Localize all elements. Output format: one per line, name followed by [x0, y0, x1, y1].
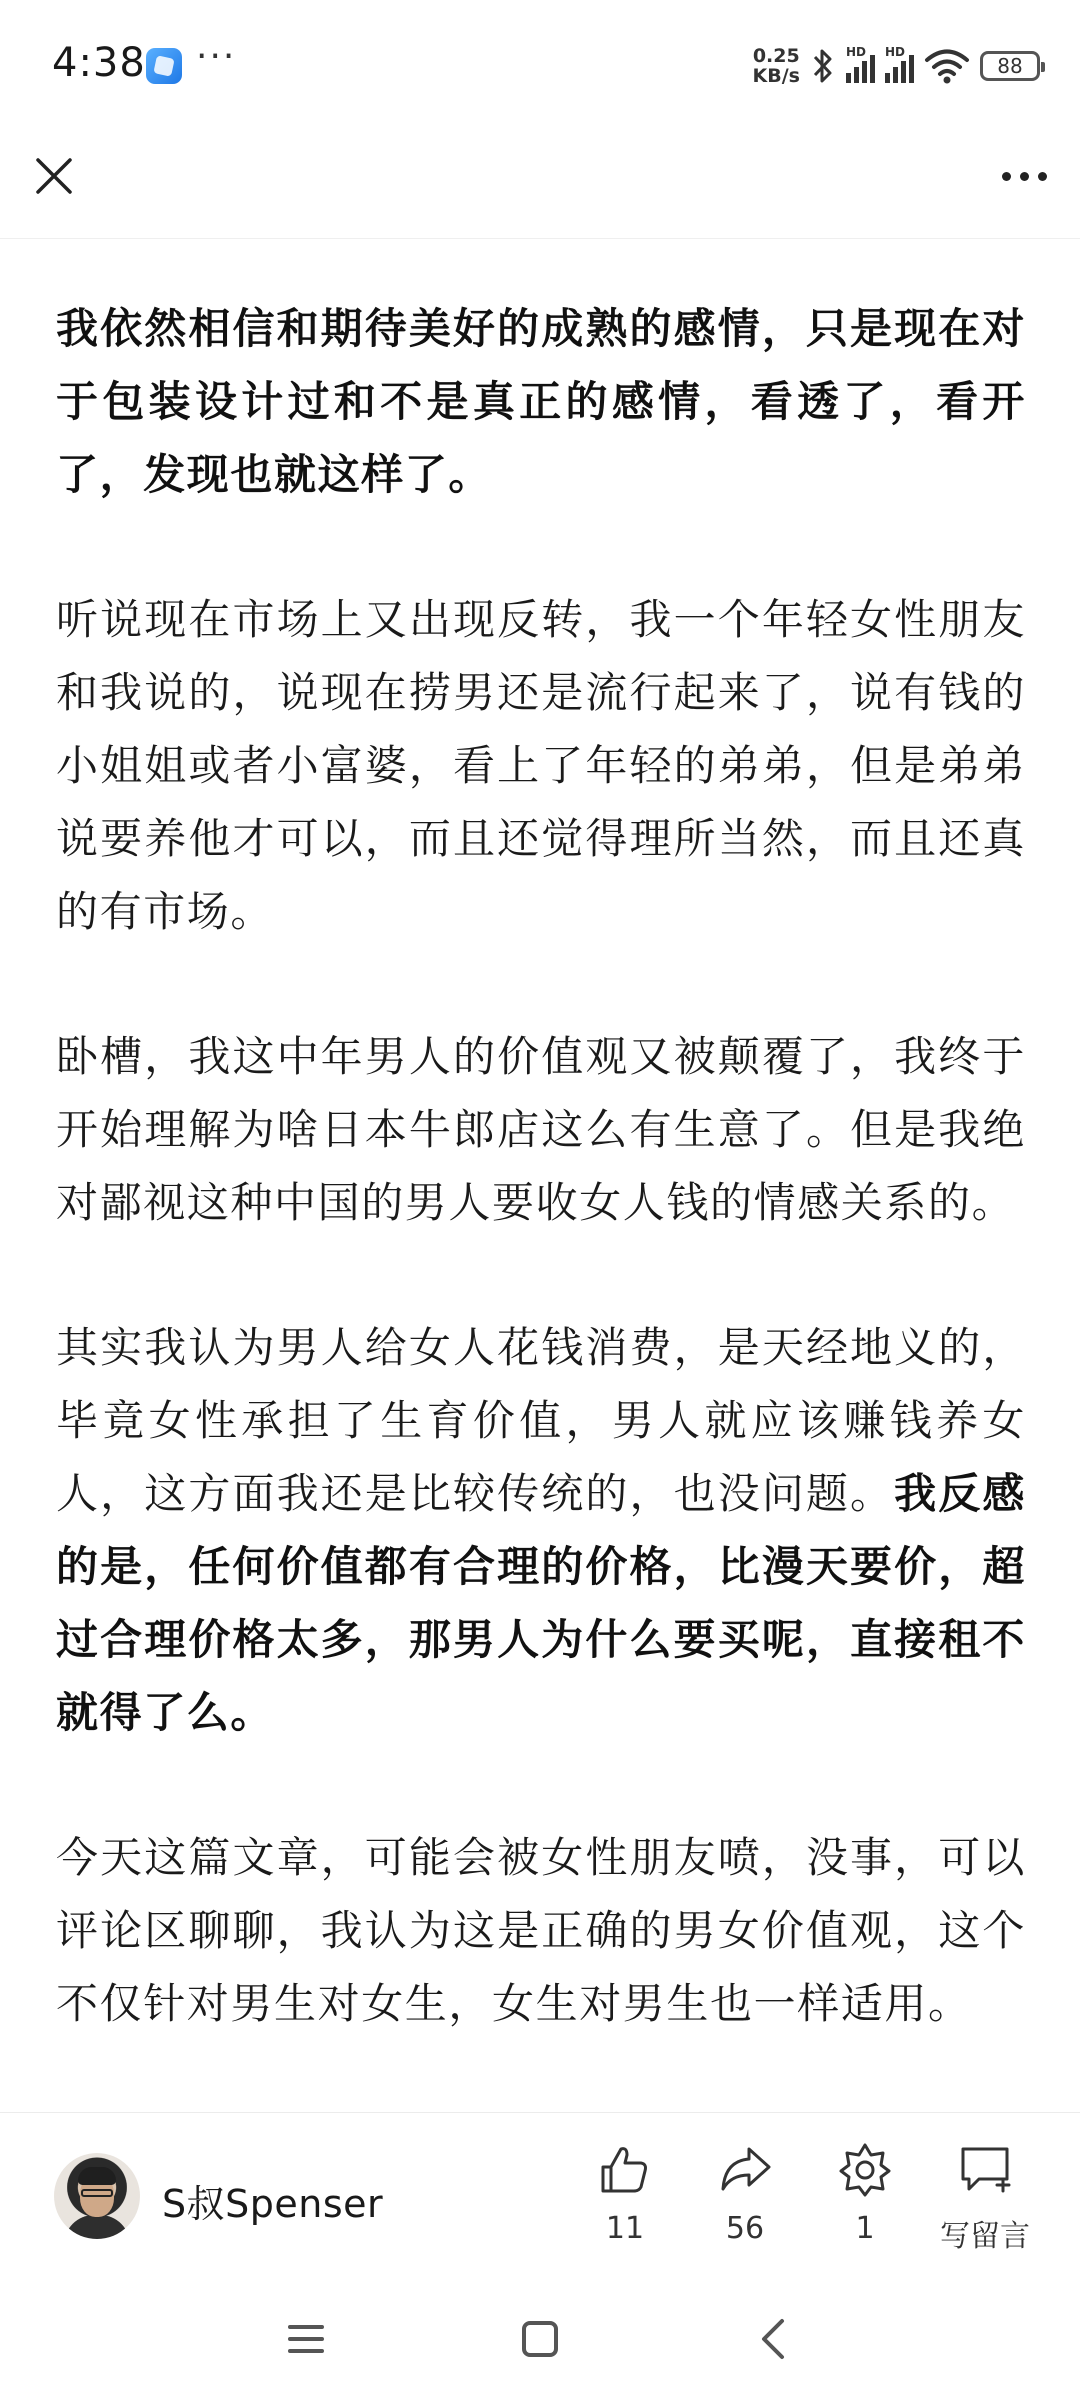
hd-label-1: HD: [846, 45, 867, 59]
article-paragraph-5: 今天这篇文章，可能会被女性朋友喷，没事，可以评论区聊聊，我认为这是正确的男女价值观，这个不仅针对男生对女生，女生对男生也一样适用。: [56, 1833, 1026, 2028]
cellular-signal-1-icon: [846, 45, 875, 83]
author-avatar[interactable]: [54, 2153, 140, 2239]
action-buttons: [565, 2141, 1045, 2255]
more-dot: [1038, 172, 1047, 181]
close-icon[interactable]: [26, 148, 82, 204]
nav-divider: [0, 238, 1080, 239]
wow-flower-icon: [837, 2141, 893, 2197]
share-count: 56: [725, 2211, 765, 2246]
author-name[interactable]: S叔Spenser: [162, 2182, 384, 2226]
like-button[interactable]: [565, 2141, 685, 2255]
write-comment-button[interactable]: [925, 2141, 1045, 2255]
hd-label-2: HD: [885, 45, 906, 59]
network-speed: [753, 46, 800, 86]
bluetooth-icon: [810, 47, 836, 85]
write-comment-label: 写留言: [940, 2219, 1030, 2254]
more-dot: [1002, 172, 1011, 181]
status-more-indicator: ···: [196, 36, 237, 77]
top-navigation: [0, 130, 1080, 240]
article-paragraph-3: 卧槽，我这中年男人的价值观又被颠覆了，我终于开始理解为啥日本牛郎店这么有生意了。但是我绝对鄙视这种中国的男人要收女人钱的情感关系的。: [56, 1032, 1026, 1227]
cellular-signal-2-icon: [885, 45, 914, 83]
back-chevron-icon[interactable]: [744, 2309, 804, 2369]
more-dot: [1020, 172, 1029, 181]
status-bar: [0, 0, 1080, 130]
thumbs-up-icon: [597, 2141, 653, 2197]
system-navigation-bar: [0, 2277, 1080, 2400]
article-paragraph-1: 我依然相信和期待美好的成熟的感情，只是现在对于包装设计过和不是真正的感情，看透了，看开了，发现也就这样了。: [56, 304, 1026, 499]
comment-add-icon: [957, 2141, 1013, 2197]
home-square-icon[interactable]: [510, 2309, 570, 2369]
menu-icon[interactable]: [276, 2309, 336, 2369]
wow-count: 1: [855, 2211, 875, 2246]
wow-button[interactable]: [805, 2141, 925, 2255]
share-button[interactable]: [685, 2141, 805, 2255]
network-speed-unit: KB/s: [752, 65, 800, 87]
like-count: 11: [605, 2211, 645, 2246]
article-paragraph-4-normal: 其实我认为男人给女人花钱消费，是天经地义的，毕竟女性承担了生育价值，男人就应该赚钱养女人，这方面我还是比较传统的，也没问题。: [56, 1323, 1026, 1518]
share-arrow-icon: [717, 2141, 773, 2197]
battery-indicator: 88: [980, 51, 1040, 81]
network-speed-value: 0.25: [752, 45, 800, 67]
app-notification-icon: [146, 48, 182, 84]
bottom-action-bar: [0, 2112, 1080, 2277]
article-paragraph-2: 听说现在市场上又出现反转，我一个年轻女性朋友和我说的，说现在捞男还是流行起来了，说有钱的小姐姐或者小富婆，看上了年轻的弟弟，但是弟弟说要养他才可以，而且还觉得理所当然，而且还真的有市场。: [56, 595, 1026, 936]
wifi-icon: [924, 47, 970, 85]
status-indicators: [753, 44, 1040, 88]
article-paragraph-4-bold: 我反感的是，任何价值都有合理的价格，比漫天要价，超过合理价格太多，那男人为什么要买呢，直接租不就得了么。: [56, 1469, 1026, 1737]
article-body: [56, 292, 1026, 2112]
status-time: 4:38: [52, 40, 146, 86]
more-options-button[interactable]: [988, 148, 1060, 204]
article-paragraph-4: [56, 1311, 1026, 1749]
